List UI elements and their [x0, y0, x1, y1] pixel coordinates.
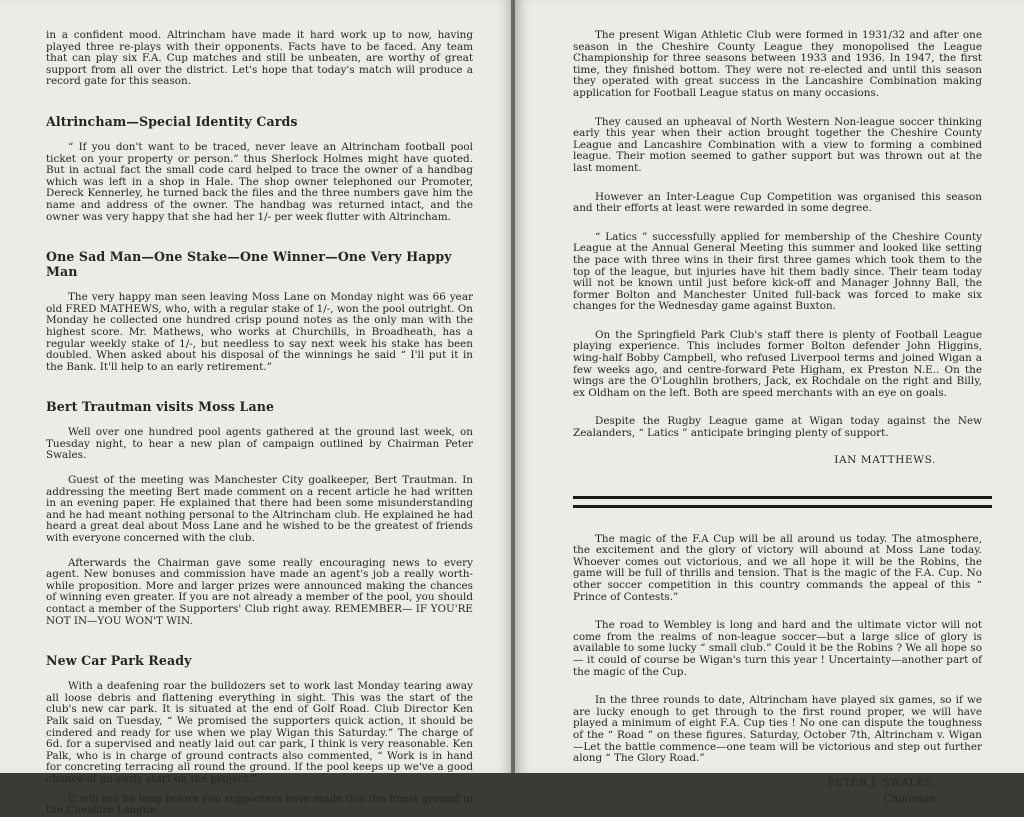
happy-man-article [46, 249, 473, 373]
article-paragraph: The present Wigan Athletic Club were formed in 1931/32 and after one season in the Cheshire County League they monopolised the League Championship for three seasons between 1933 and 1936. In 1947, the first time, they finished bottom. They were not re-elected and until this season they operated with great success in the Lancashire Combination making application for Football League status on many occasions. [573, 29, 982, 99]
article-paragraph: “ If you don't want to be traced, never leave an Altrincham football pool ticket on your property or person.” thus Sherlock Holmes might have quoted. But in actual fact the small code card helped to trace the owner of a handbag which was left in a shop in Hale. The shop owner telephoned our Promoter, Dereck Kennerley, he turned back the files and the three numbers gave him the name and address of the owner. The handbag was returned intact, and the owner was very happy that she had her 1/- per week flutter with Altrincham. [46, 140, 473, 223]
divider-rule [573, 496, 992, 499]
trautman-article [46, 399, 473, 627]
article-paragraph: In the three rounds to date, Altrincham have played six games, so if we are lucky enough to get through to the first round proper, we will have played a minimum of eight F.A. Cup ties ! No one can dispute the toughness of the “ Road ” on these figures. Saturday, October 7th, Altrincham v. Wigan—Let the battle commence—one team will be victorious and step out further along “ The Glory Road.” [573, 694, 982, 765]
intro-paragraph: in a confident mood. Altrincham have made it hard work up to now, having played three re-plays with their opponents. Facts have to be faced. Any team that can play six F.A. Cup matches and still be unbeaten, are worthy of great support from all over the district. Let's hope that today's match will produce a record gate for this season. [46, 29, 473, 88]
article-paragraph: It will not be long before you supporters have made this the finest ground in the Cheshire League. [46, 792, 473, 817]
article-paragraph: However an Inter-League Cup Competition was organised this season and their efforts at least were rewarded in some degree. [573, 190, 982, 215]
article-paragraph: The very happy man seen leaving Moss Lane on Monday night was 66 year old FRED MATHEWS, who, with a regular stake of 1/-, won the pool outright. On Monday he collected one hundred crisp pound notes as the only man with the highest score. Mr. Mathews, who works at Churchills, in Broadheath, has a regular weekly stake of 1/-, but needless to say next week his stake has been doubled. When asked about his disposal of the winnings he said “ I'll put it in the Bank. It'll help to an early retirement.” [46, 291, 473, 373]
article-paragraph: The road to Wembley is long and hard and the ultimate victor will not come from the realms of non-league soccer—but a large slice of glory is available to some lucky “ small club.” Could it be the Robins ? We all hope so— it could of course be Wigan's turn this year ! Uncertainty—another part of the magic of the Cup. [573, 619, 982, 678]
wigan-article [573, 30, 982, 466]
article-paragraph: Well over one hundred pool agents gathered at the ground last week, on Tuesday night, to hear a new plan of campaign outlined by Chairman Peter Swales. [46, 426, 473, 462]
author-signature: IAN MATTHEWS. [834, 453, 936, 466]
identity-cards-article [46, 114, 473, 223]
article-paragraph: Afterwards the Chairman gave some really encouraging news to every agent. New bonuses and commission have made an agent's job a really worth-while proposition. More and larger prizes were announced making the chances of winning even greater. If you are not already a member of the pool, you should contact a member of the Supporters' Club right away. REMEMBER— IF YOU'RE NOT IN—YOU WON'T WIN. [46, 556, 473, 627]
divider-rule [573, 505, 992, 508]
article-paragraph: On the Springfield Park Club's staff there is plenty of Football League playing experience. This includes former Bolton defender John Higgins, wing-half Bobby Campbell, who refused Liverpool terms and joined Wigan a few weeks ago, and centre-forward Pete Higham, ex Preston N.E.. On the wings are the O'Loughlin brothers, Jack, ex Rochdale on the right and Billy, ex Oldham on the left. Both are speed merchants with an eye on goals. [573, 328, 982, 399]
car-park-article [46, 653, 473, 817]
chairman-signoff [573, 777, 982, 805]
article-paragraph: The magic of the F.A Cup will be all around us today. The atmosphere, the excitement and the glory of victory will abound at Moss Lane today. Whoever comes out victorious, and we all hope it will be the Robins, the game will be full of thrills and tension. That is the magic of the F.A. Cup. No other soccer competition in this country commands the appeal of this “ Prince of Contests.” [573, 532, 982, 603]
article-paragraph: With a deafening roar the bulldozers set to work last Monday tearing away all loose debris and flattening everything in sight. This was the start of the club's new car park. It is situated at the end of Golf Road. Club Director Ken Palk said on Tuesday, “ We promised the supporters quick action, it should be cindered and ready for use when we play Wigan this Saturday.” The charge of 6d. for a supervised and neatly laid out car park, I think is very reasonable. Ken Palk, who is in charge of ground contracts also commented, “ Work is in hand for concreting terracing all round the ground. If the pool keeps up we've a good chance of an early start on the project.” [46, 680, 473, 785]
section-divider [573, 496, 992, 508]
signoff-role: Chairman [883, 792, 936, 805]
signoff-name: PETER J. SWALES, [827, 776, 936, 789]
right-page [515, 0, 1024, 805]
article-heading: New Car Park Ready [46, 653, 192, 669]
article-paragraph: Despite the Rugby League game at Wigan today against the New Zealanders, “ Latics ” anticipate bringing plenty of support. [573, 415, 982, 440]
article-heading: Bert Trautman visits Moss Lane [46, 399, 275, 415]
cup-article [573, 534, 982, 805]
article-heading: Altrincham—Special Identity Cards [46, 113, 298, 129]
article-paragraph: Guest of the meeting was Manchester City goalkeeper, Bert Trautman. In addressing the meeting Bert made comment on a recent article he had written in an evening paper. He explained that there had been some misunderstanding and he had meant nothing personal to the Altrincham club. He explained he had heard a great deal about Moss Lane and he wished to be the greatest of friends with everyone concerned with the club. [46, 474, 473, 545]
left-page [0, 0, 511, 817]
article-heading: One Sad Man—One Stake—One Winner—One Very Happy Man [46, 249, 452, 280]
article-paragraph: “ Latics ” successfully applied for membership of the Cheshire County League at the Annual General Meeting this summer and looked like setting the pace with three wins in their first three games which took them to the top of the league, but injuries have hit them badly since. Their team today will not be known until just before kick-off and Manager Johnny Ball, the former Bolton and Manchester United full-back was forced to make six changes for the Wednesday game against Buxton. [573, 230, 982, 313]
article-paragraph: They caused an upheaval of North Western Non-league soccer thinking early this year when their action brought together the Cheshire County League and Lancashire Combination with a view to forming a combined league. Their motion seemed to gather support but was thrown out at the last moment. [573, 115, 982, 174]
